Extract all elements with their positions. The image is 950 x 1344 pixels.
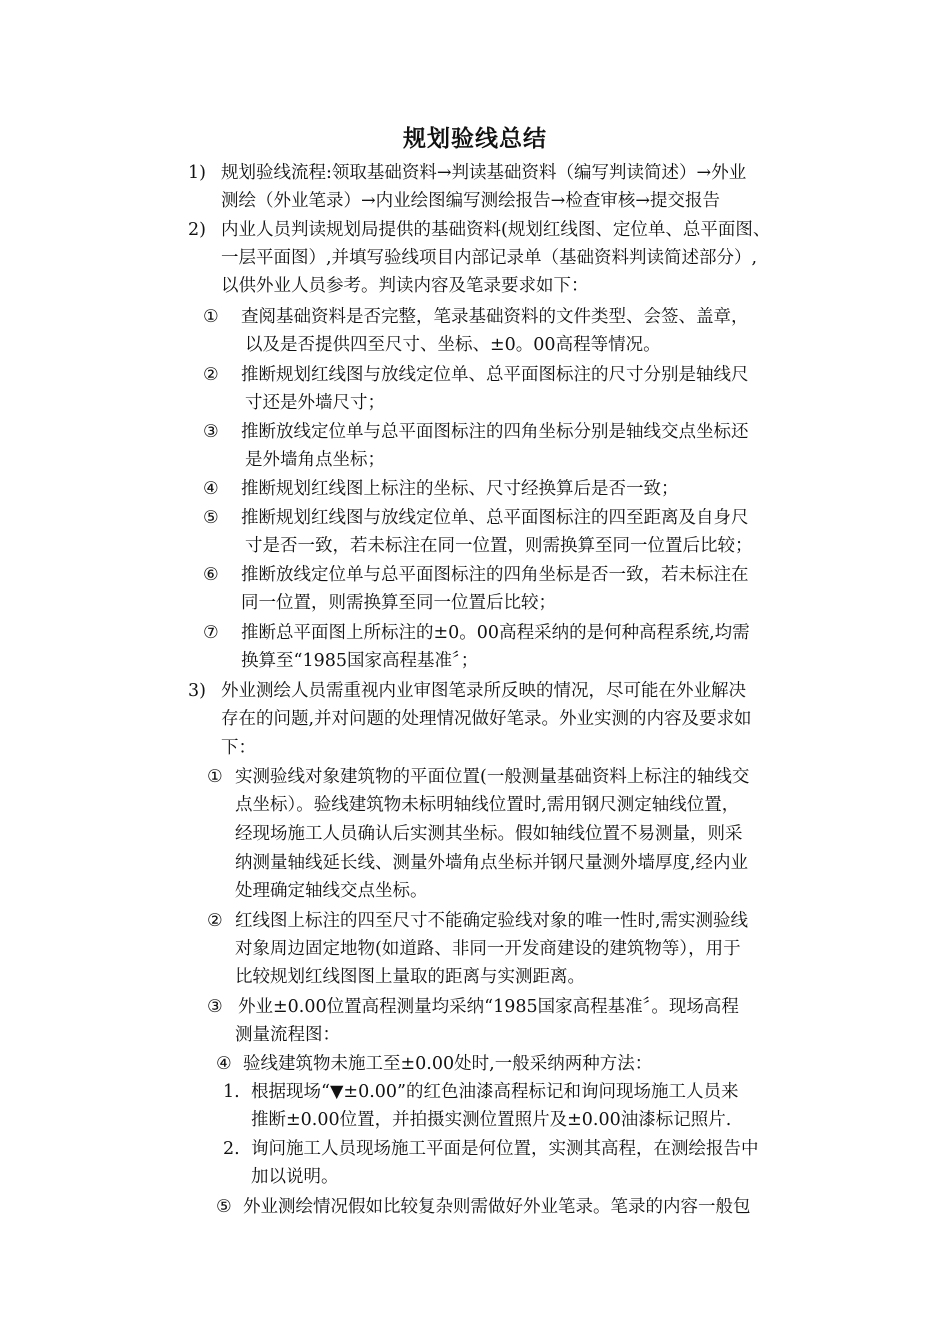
item-line: 点坐标）。验线建筑物未标明轴线位置时,需用钢尺测定轴线位置，	[235, 795, 740, 815]
section-number: 3)	[188, 681, 206, 701]
item-line: 寸还是外墙尺寸；	[245, 393, 385, 413]
item-line: 以及是否提供四至尺寸、坐标、±0。00高程等情况。	[245, 335, 661, 355]
paragraph-line: 以供外业人员参考。判读内容及笔录要求如下：	[221, 276, 589, 296]
paragraph-line: 存在的问题,并对问题的处理情况做好笔录。外业实测的内容及要求如	[221, 709, 752, 729]
item-line: 加以说明。	[251, 1167, 339, 1187]
item-number: ⑤	[216, 1197, 232, 1217]
paragraph-line: 内业人员判读规划局提供的基础资料(规划红线图、定位单、总平面图、	[221, 220, 771, 240]
item-number: ④	[203, 479, 219, 499]
item-line: 同一位置，则需换算至同一位置后比较；	[241, 593, 556, 613]
item-number: ②	[207, 911, 223, 931]
item-line: 推断放线定位单与总平面图标注的四角坐标是否一致，若未标注在	[241, 565, 749, 585]
item-number: ②	[203, 365, 219, 385]
item-number: ③	[207, 997, 223, 1017]
item-number: 2.	[223, 1139, 240, 1159]
item-line: 测量流程图：	[235, 1025, 340, 1045]
item-line: 对象周边固定地物(如道路、非同一开发商建设的建筑物等），用于	[235, 939, 741, 959]
paragraph-line: 规划验线流程:领取基础资料→判读基础资料（编写判读简述）→外业	[221, 163, 747, 183]
item-line: 推断总平面图上所标注的±0。00高程采纳的是何种高程系统,均需	[241, 623, 750, 643]
item-number: ④	[216, 1054, 232, 1074]
paragraph-line: 下：	[221, 738, 256, 758]
item-number: ⑤	[203, 508, 219, 528]
item-line: 推断放线定位单与总平面图标注的四角坐标分别是轴线交点坐标还	[241, 422, 749, 442]
item-line: 外业±0.00位置高程测量均采纳“1985国家高程基准〞。现场高程	[238, 997, 739, 1017]
item-line: 推断规划红线图与放线定位单、总平面图标注的尺寸分别是轴线尺	[241, 365, 749, 385]
item-line: 经现场施工人员确认后实测其坐标。假如轴线位置不易测量，则采	[235, 824, 743, 844]
item-line: 实测验线对象建筑物的平面位置(一般测量基础资料上标注的轴线交	[235, 767, 750, 787]
item-line: 比较规划红线图图上量取的距离与实测距离。	[235, 967, 585, 987]
item-line: 查阅基础资料是否完整，笔录基础资料的文件类型、会签、盖章，	[241, 307, 749, 327]
paragraph-line: 外业测绘人员需重视内业审图笔录所反映的情况，尽可能在外业解决	[221, 681, 746, 701]
item-line: 推断规划红线图与放线定位单、总平面图标注的四至距离及自身尺	[241, 508, 749, 528]
item-number: ⑥	[203, 565, 219, 585]
item-line: 换算至“1985国家高程基准〞；	[241, 651, 479, 671]
item-line: 推断±0.00位置，并拍摄实测位置照片及±0.00油漆标记照片.	[251, 1110, 732, 1130]
item-line: 外业测绘情况假如比较复杂则需做好外业笔录。笔录的内容一般包	[243, 1197, 751, 1217]
item-line: 根据现场“▼±0.00”的红色油漆高程标记和询问现场施工人员来	[251, 1082, 739, 1102]
item-number: ①	[207, 767, 223, 787]
item-line: 红线图上标注的四至尺寸不能确定验线对象的唯一性时,需实测验线	[235, 911, 749, 931]
item-line: 寸是否一致，若未标注在同一位置，则需换算至同一位置后比较；	[245, 536, 753, 556]
item-number: ⑦	[203, 623, 219, 643]
item-line: 验线建筑物未施工至±0.00处时,一般采纳两种方法：	[243, 1054, 653, 1074]
document-title: 规划验线总结	[403, 126, 547, 152]
item-line: 处理确定轴线交点坐标。	[235, 881, 428, 901]
item-number: ③	[203, 422, 219, 442]
paragraph-line: 测绘（外业笔录）→内业绘图编写测绘报告→检查审核→提交报告	[221, 191, 720, 211]
item-line: 询问施工人员现场施工平面是何位置，实测其高程，在测绘报告中	[251, 1139, 759, 1159]
paragraph-line: 一层平面图）,并填写验线项目内部记录单（基础资料判读简述部分）,	[221, 248, 758, 268]
item-line: 推断规划红线图上标注的坐标、尺寸经换算后是否一致；	[241, 479, 679, 499]
item-line: 纳测量轴线延长线、测量外墙角点坐标并钢尺量测外墙厚度,经内业	[235, 853, 749, 873]
section-number: 1)	[188, 163, 206, 183]
item-number: ①	[203, 307, 219, 327]
item-line: 是外墙角点坐标；	[245, 450, 385, 470]
item-number: 1.	[223, 1082, 240, 1102]
section-number: 2)	[188, 220, 206, 240]
